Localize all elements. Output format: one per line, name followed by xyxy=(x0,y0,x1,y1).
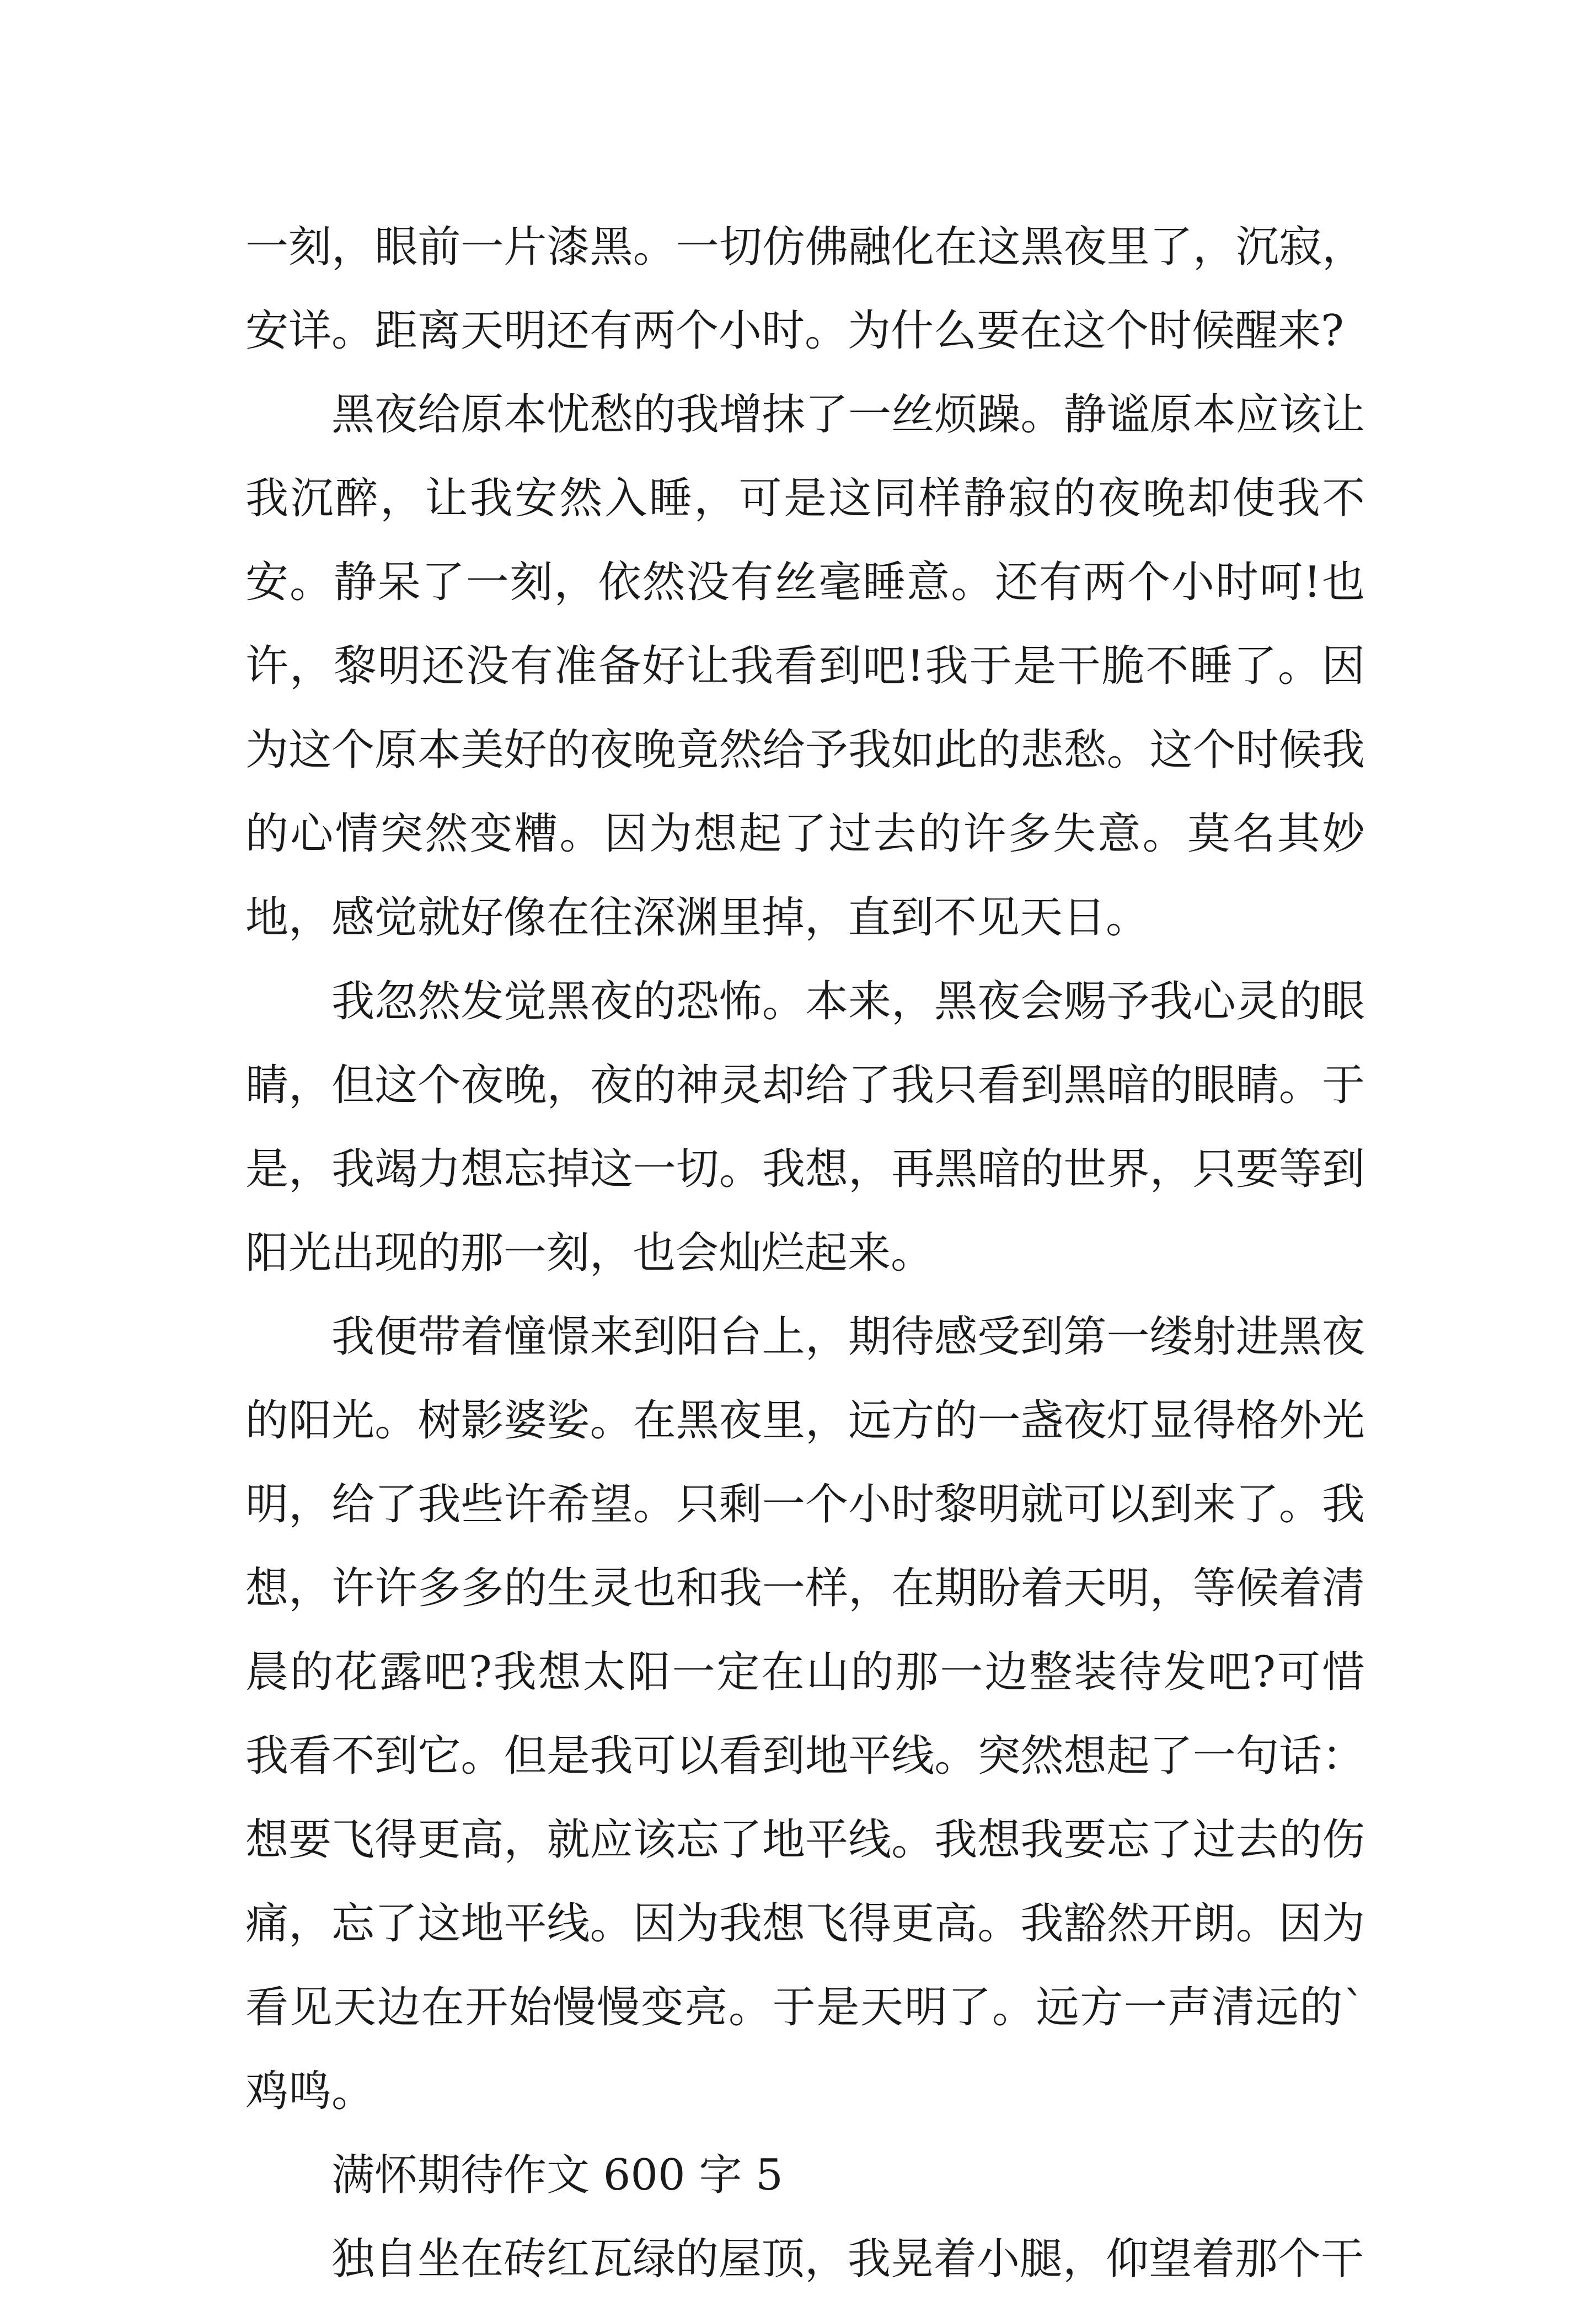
section-heading: 满怀期待作文 600 字 5 xyxy=(331,2150,783,2200)
paragraph-1: 一刻，眼前一片漆黑。一切仿佛融化在这黑夜里了，沉寂，安详。距离天明还有两个小时。为什么要在这个时候醒来? xyxy=(245,222,1365,356)
article-body xyxy=(245,205,1365,2301)
paragraph-3: 我忽然发觉黑夜的恐怖。本来，黑夜会赐予我心灵的眼睛，但这个夜晚，夜的神灵却给了我只看到黑暗的眼睛。于是，我竭力想忘掉这一切。我想，再黑暗的世界，只要等到阳光出现的那一刻，也会灿烂起来。 xyxy=(245,977,1365,1278)
paragraph-2: 黑夜给原本忧愁的我增抹了一丝烦躁。静谧原本应该让我沉醉，让我安然入睡，可是这同样静寂的夜晚却使我不安。静呆了一刻，依然没有丝毫睡意。还有两个小时呵!也许，黎明还没有准备好让我看到吧!我于是干脆不睡了。因为这个原本美好的夜晚竟然给予我如此的悲愁。这个时候我的心情突然变糟。因为想起了过去的许多失意。莫名其妙地，感觉就好像在往深渊里掉，直到不见天日。 xyxy=(245,390,1365,943)
paragraph-4: 我便带着憧憬来到阳台上，期待感受到第一缕射进黑夜的阳光。树影婆娑。在黑夜里，远方的一盏夜灯显得格外光明，给了我些许希望。只剩一个小时黎明就可以到来了。我想，许许多多的生灵也和我一样，在期盼着天明，等候着清晨的花露吧?我想太阳一定在山的那一边整装待发吧?可惜我看不到它。但是我可以看到地平线。突然想起了一句话：想要飞得更高，就应该忘了地平线。我想我要忘了过去的伤痛，忘了这地平线。因为我想飞得更高。我豁然开朗。因为看见天边在开始慢慢变亮。于是天明了。远方一声清远的`鸡鸣。 xyxy=(245,1312,1365,2116)
paragraph-5: 独自坐在砖红瓦绿的屋顶，我晃着小腿，仰望着那个干 xyxy=(331,2234,1364,2284)
